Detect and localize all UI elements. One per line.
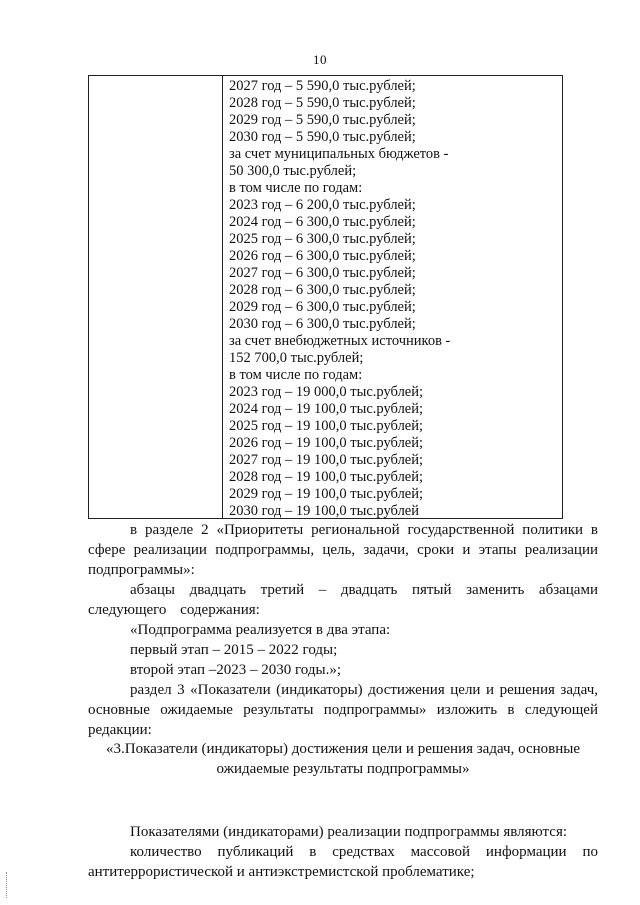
finance-line: 2023 год – 19 000,0 тыс.рублей;: [229, 384, 424, 400]
indicators-text: [88, 822, 598, 882]
finance-line: 2027 год – 6 300,0 тыс.рублей;: [229, 265, 416, 281]
page-number: 10: [313, 52, 327, 67]
finance-line: 2027 год – 19 100,0 тыс.рублей;: [229, 452, 424, 468]
finance-line: за счет внебюджетных источников -: [229, 333, 451, 349]
finance-line: 2030 год – 5 590,0 тыс.рублей;: [229, 129, 416, 145]
finance-line: в том числе по годам:: [229, 367, 363, 383]
paragraph-publications: количество публикаций в средствах массовой информации по антитеррористической и антиэкстремистской проблематике;: [88, 844, 598, 880]
finance-line: 2025 год – 19 100,0 тыс.рублей;: [229, 418, 424, 434]
paragraph-stage-two: второй этап –2023 – 2030 годы.»;: [130, 662, 341, 678]
scan-margin-marks: [6, 872, 11, 898]
finance-lines-list: [229, 78, 450, 520]
paragraph-section-3: раздел 3 «Показатели (индикаторы) достижения цели и решения задач, основные ожидаемые результаты подпрограммы» изложить в следующей редакции:: [88, 682, 598, 738]
paragraph-stage-one: первый этап – 2015 – 2022 годы;: [130, 642, 338, 658]
finance-line: 2029 год – 19 100,0 тыс.рублей;: [229, 486, 424, 502]
finance-line: в том числе по годам:: [229, 180, 363, 196]
finance-line: 2024 год – 19 100,0 тыс.рублей;: [229, 401, 424, 417]
finance-line: 2025 год – 6 300,0 тыс.рублей;: [229, 231, 416, 247]
table-column-divider: [222, 76, 223, 518]
finance-line: 2023 год – 6 200,0 тыс.рублей;: [229, 197, 416, 213]
paragraph-section-2: в разделе 2 «Приоритеты региональной государственной политики в сфере реализации подпрограммы, цель, задачи, сроки и этапы реализации подпрограммы»:: [88, 522, 598, 578]
section-3-heading: [88, 739, 598, 779]
finance-line: 2028 год – 5 590,0 тыс.рублей;: [229, 95, 416, 111]
finance-line: 2026 год – 19 100,0 тыс.рублей;: [229, 435, 424, 451]
finance-line: 152 700,0 тыс.рублей;: [229, 350, 364, 366]
finance-line: 2030 год – 6 300,0 тыс.рублей;: [229, 316, 416, 332]
finance-table: [88, 75, 563, 519]
finance-line: 2024 год – 6 300,0 тыс.рублей;: [229, 214, 416, 230]
finance-line: 50 300,0 тыс.рублей;: [229, 163, 357, 179]
paragraph-replace-instruction: абзацы двадцать третий – двадцать пятый заменить абзацами следующего содержания:: [88, 582, 598, 618]
finance-line: 2028 год – 19 100,0 тыс.рублей;: [229, 469, 424, 485]
section-heading-line-2: ожидаемые результаты подпрограммы»: [216, 761, 470, 777]
finance-line: 2028 год – 6 300,0 тыс.рублей;: [229, 282, 416, 298]
finance-line: 2027 год – 5 590,0 тыс.рублей;: [229, 78, 416, 94]
amendment-text: [88, 520, 598, 740]
finance-line: 2029 год – 6 300,0 тыс.рублей;: [229, 299, 416, 315]
paragraph-indicators-intro: Показателями (индикаторами) реализации подпрограммы являются:: [130, 824, 568, 840]
finance-line: 2030 год – 19 100,0 тыс.рублей: [229, 503, 420, 519]
finance-line: 2029 год – 5 590,0 тыс.рублей;: [229, 112, 416, 128]
paragraph-stages-intro: «Подпрограмма реализуется в два этапа:: [130, 622, 391, 638]
section-heading-line-1: «3.Показатели (индикаторы) достижения цели и решения задач, основные: [106, 741, 580, 757]
finance-line: за счет муниципальных бюджетов -: [229, 146, 449, 162]
finance-line: 2026 год – 6 300,0 тыс.рублей;: [229, 248, 416, 264]
